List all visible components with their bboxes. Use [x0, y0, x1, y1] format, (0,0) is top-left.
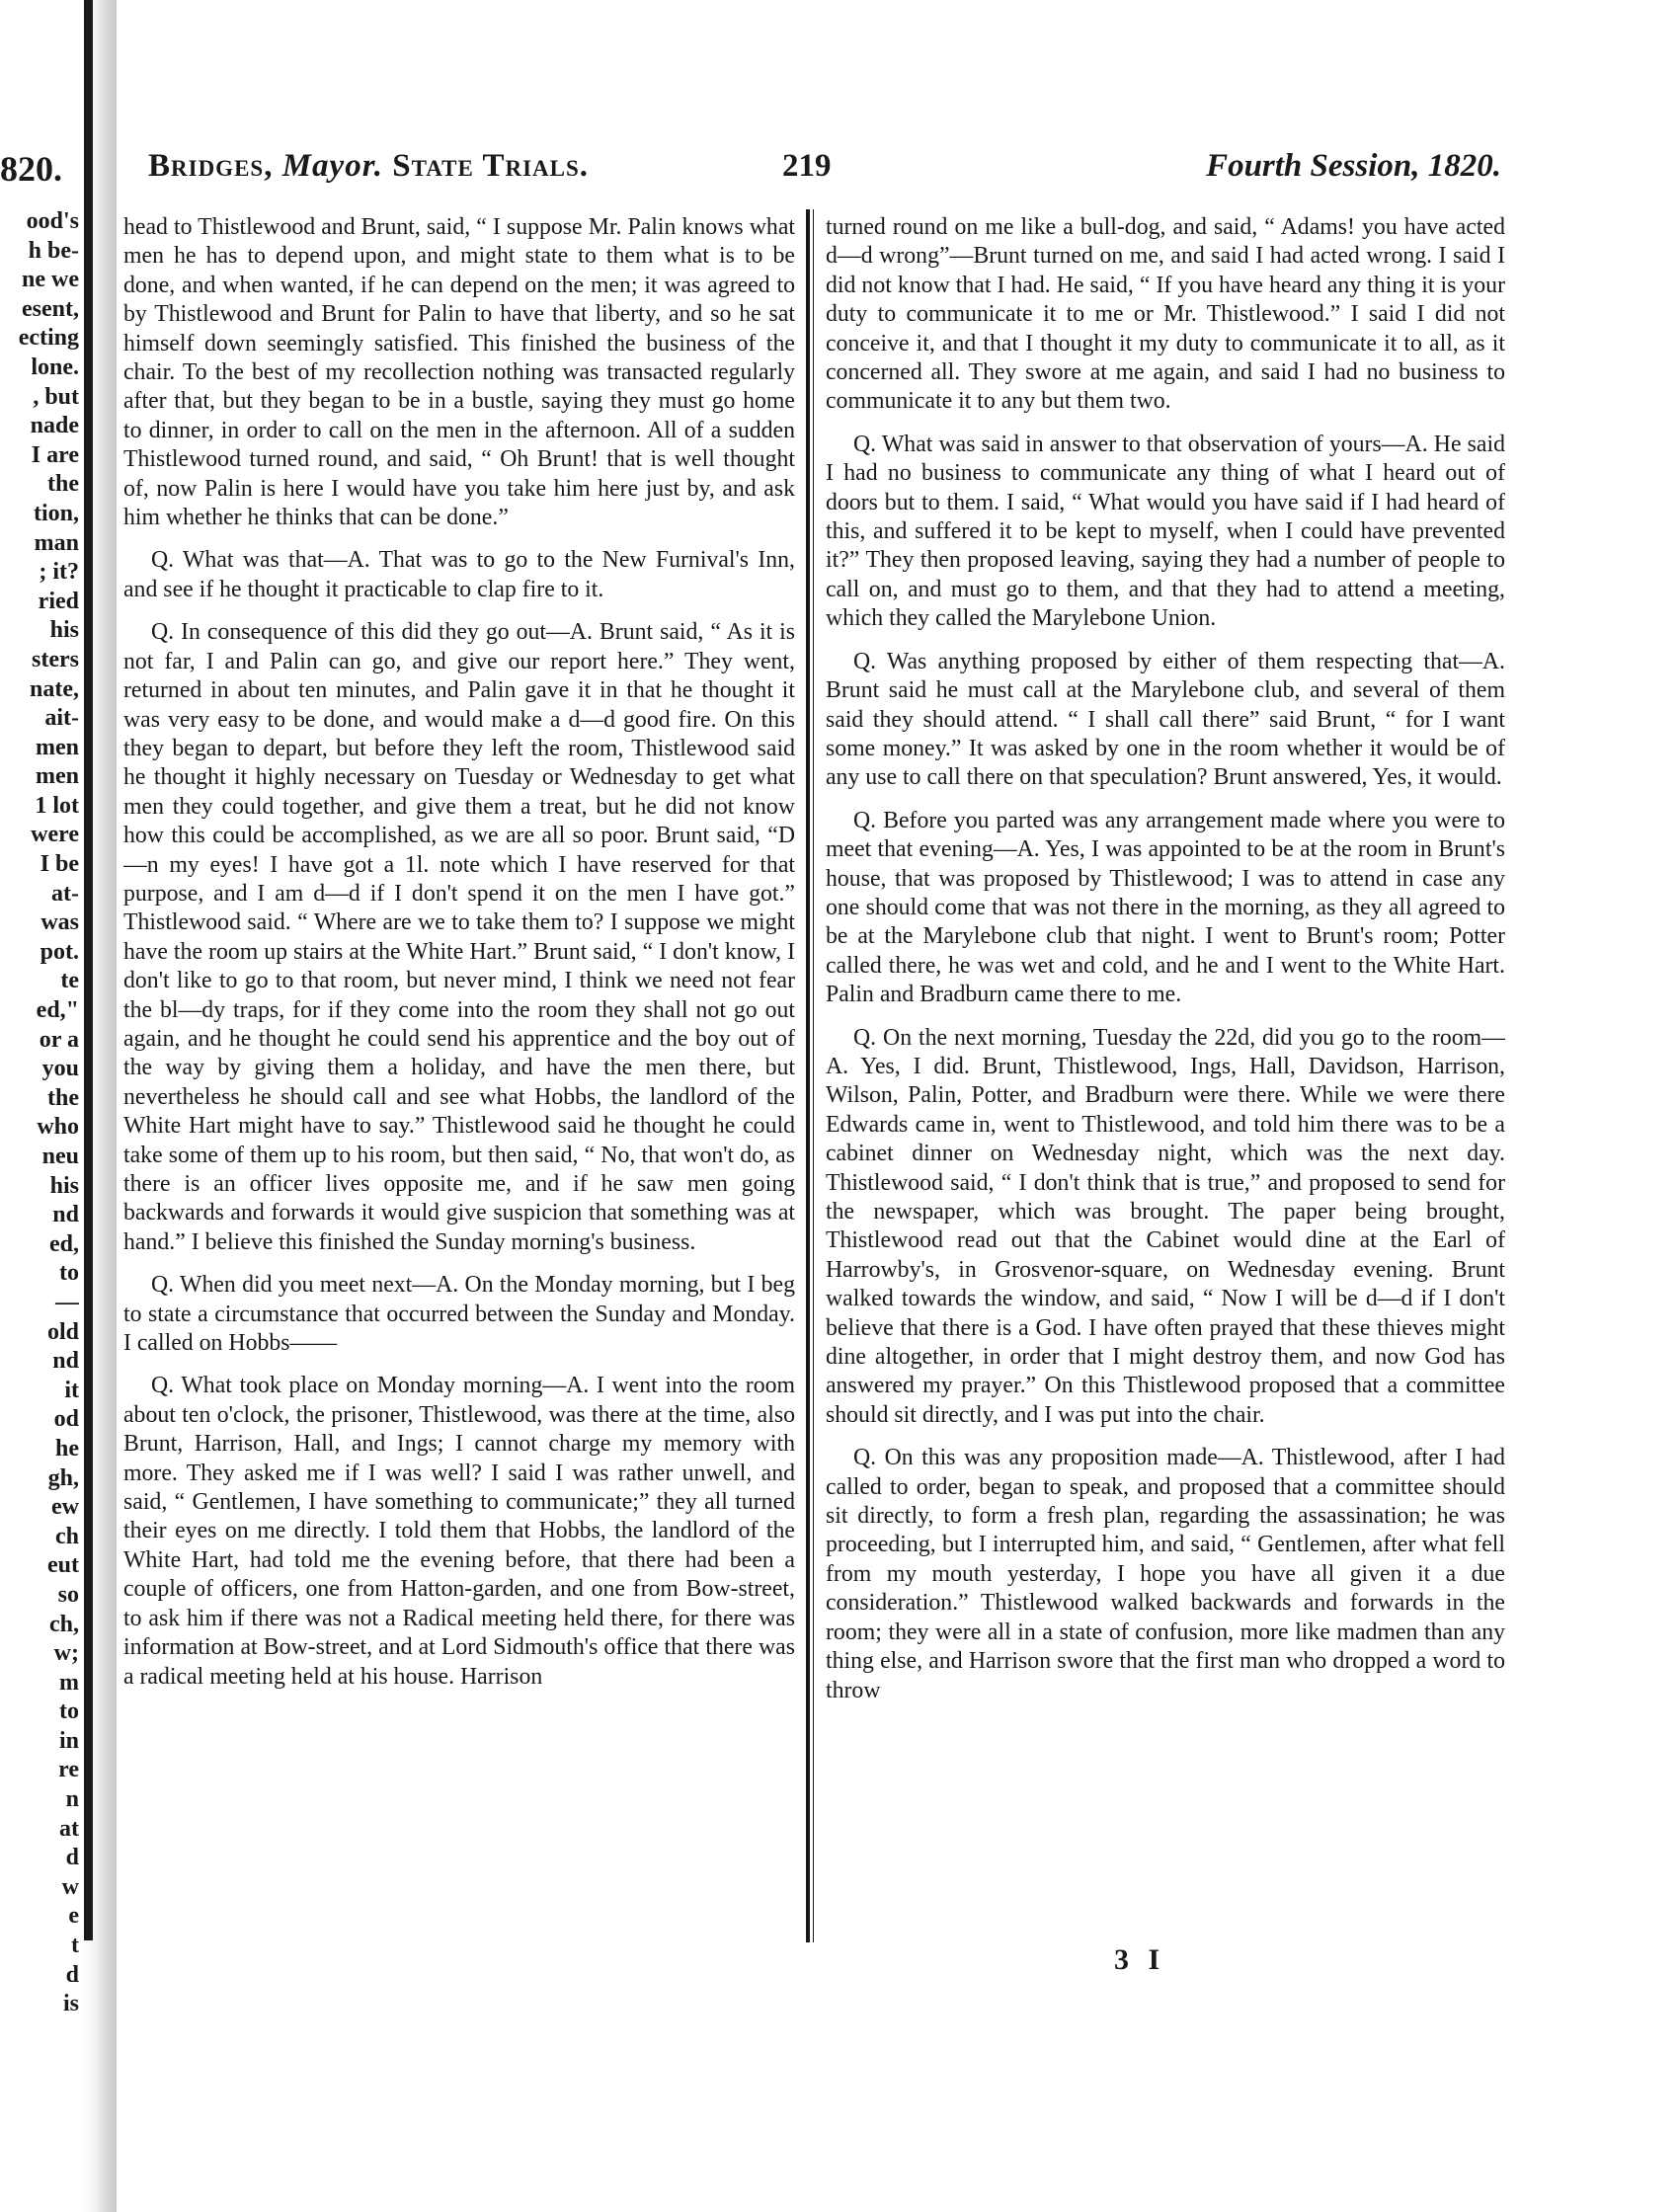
margin-fragment: h be-: [28, 237, 79, 264]
margin-fragment: , but: [33, 383, 79, 410]
margin-fragment: ed,: [49, 1230, 79, 1257]
margin-fragment: ecting: [18, 325, 79, 352]
margin-fragment: re: [58, 1757, 79, 1783]
running-header: [148, 148, 1501, 198]
margin-fragment: in: [58, 1727, 79, 1754]
previous-page-year: 820.: [0, 149, 62, 189]
paragraph: Q. Before you parted was any arrangement made where you were to meet that evening—A. Yes, I was appointed to be at the room in Brunt's house, that was proposed by Thistlewood; I was to attend in case any one should come that was not there in the morning, as they all agreed to be at the Marylebone club that night. I went to Brunt's room; Potter called there, he was wet and cold, and he and I went to the White Hart. Palin and Bradburn came there to me.: [826, 807, 1505, 1008]
margin-fragment: at: [59, 1815, 79, 1842]
paragraph: Q. What took place on Monday morning—A. I went into the room about ten o'clock, the prisoner, Thistlewood, was there at the time, also Brunt, Harrison, Hall, and Ings; I cannot charge my memory with more. They asked me if I was well? I said I was rather unwell, and said, “ Gentlemen, I have something to communicate;” they all turned their eyes on me directly. I told them that Hobbs, the landlord of the White Hart, had told me the evening before, that there had been a couple of officers, one from Hatton-garden, and one from Bow-street, to ask him if there was not a Radical meeting held there, for there was information at Bow-street, and at Lord Sidmouth's office that there was a radical meeting held at his house. Harrison: [123, 1373, 795, 1690]
margin-fragment: or a: [39, 1026, 79, 1053]
margin-fragment: were: [31, 822, 79, 848]
paragraph: Q. What was that—A. That was to go to the New Furnival's Inn, and see if he thought it practicable to clap fire to it.: [123, 547, 795, 602]
margin-fragment: eut: [47, 1552, 79, 1579]
header-caption: State Trials.: [392, 148, 590, 184]
margin-fragment: men: [36, 763, 79, 790]
margin-fragment: t: [71, 1933, 79, 1959]
margin-fragment: to: [59, 1698, 79, 1725]
left-column: [123, 213, 795, 1951]
margin-fragment: is: [62, 1991, 79, 2017]
margin-fragment: esent,: [22, 295, 79, 322]
column-divider-thin: [813, 209, 814, 1942]
margin-fragment: tion,: [33, 500, 79, 526]
margin-fragment: ; it?: [39, 559, 79, 586]
margin-fragment: the: [47, 1084, 79, 1111]
header-office: Mayor.: [281, 148, 383, 184]
margin-fragment: ood's: [26, 208, 79, 234]
margin-fragment: ch,: [49, 1611, 79, 1637]
header-left: [148, 148, 589, 185]
margin-fragment: gh,: [47, 1464, 79, 1491]
margin-fragment: to: [59, 1260, 79, 1287]
margin-fragment: his: [49, 617, 79, 644]
margin-fragment: ew: [51, 1494, 79, 1521]
margin-fragment: lone.: [31, 354, 79, 380]
margin-fragment: who: [37, 1114, 79, 1141]
paragraph: head to Thistlewood and Brunt, said, “ I suppose Mr. Palin knows what men he has to depend upon, and might state to them what is to be done, and when wanted, if he can depend on the men; it was agreed to by Thistlewood and Brunt for Palin to have that liberty, and so he sat himself down seemingly satisfied. This finished the business of the chair. To the best of my recollection nothing was transacted regularly after that, but they began to be in a bustle, saying they must go home to dinner, in order to call on the men in the afternoon. All of a sudden Thistlewood turned round, and said, “ Oh Brunt! that is well thought of, now Palin is here I would have you take him here just by, and ask him whether he thinks that can be done.”: [123, 214, 795, 531]
margin-fragment: men: [36, 734, 79, 760]
margin-fragment: od: [53, 1406, 79, 1433]
paragraph: Q. In consequence of this did they go out—A. Brunt said, “ As it is not far, I and Palin can go, and give our report here.” They went, returned in about ten minutes, and Palin gave it in that he thought it was very easy to be done, and would make a d—d good fire. On this they began to depart, but before they left the room, Thistlewood said he thought it highly necessary on Tuesday or Wednesday to get what men they could together, and give them a treat, but he did not know how this could be accomplished, as we are all so poor. Brunt said, “D—n my eyes! I have got a 1l. note which I have reserved for that purpose, and I am d—d if I don't spend it on the men I have got.” Thistlewood said. “ Where are we to take them to? I suppose we might have the room up stairs at the White Hart.” Brunt said, “ I don't know, I don't like to go to that room, but never mind, I think we need not fear the bl—dy traps, for if they come into the room they shall not go out again, and he thought he could send his apprentice and the boy out of the way by giving them a holiday, and have the men there, but nevertheless he should call and see what Hobbs, the landlord of the White Hart might have to say.” Thistlewood said he thought he could take some of them up to his room, but then said, “ No, that won't do, as there is an officer lives opposite me, and if he saw men going backwards and forwards it would give suspicion that something was at hand.” I believe this finished the Sunday morning's business.: [123, 619, 795, 1255]
page-number: 219: [782, 148, 832, 184]
header-surname: Bridges,: [148, 148, 274, 184]
margin-fragment: d: [65, 1961, 79, 1988]
margin-fragment: nd: [52, 1202, 79, 1228]
margin-fragment: you: [41, 1056, 79, 1082]
margin-fragment: te: [60, 968, 79, 994]
margin-fragment: ait-: [44, 705, 79, 732]
margin-fragment: ch: [55, 1523, 79, 1549]
margin-rule: [84, 0, 93, 1940]
margin-fragment: m: [59, 1669, 79, 1696]
margin-fragment: it: [64, 1377, 79, 1403]
margin-fragment: d: [65, 1845, 79, 1871]
paragraph: turned round on me like a bull-dog, and said, “ Adams! you have acted d—d wrong”—Brunt turned on me, and said I had acted wrong. I said I did not know that I had. He said, “ If you have heard any thing it is your duty to communicate it to me or Mr. Thistlewood.” I said I did not conceive it, and that I thought it my duty to communicate it to all, as it concerned all. They swore at me again, and said I had no business to communicate it to any but them two.: [826, 214, 1505, 415]
column-divider: [806, 209, 810, 1942]
paragraph: Q. When did you meet next—A. On the Monday morning, but I beg to state a circumstance that occurred between the Sunday and Monday. I called on Hobbs——: [123, 1272, 795, 1357]
margin-fragment: ried: [38, 588, 79, 614]
margin-fragment: nate,: [30, 675, 79, 702]
right-column: [826, 213, 1505, 1951]
margin-fragment: the: [47, 471, 79, 498]
margin-fragment: ne we: [22, 267, 79, 293]
margin-fragment: e: [68, 1903, 79, 1930]
paragraph: Q. Was anything proposed by either of them respecting that—A. Brunt said he must call at the Marylebone club, and several of them said they should attend. “ I shall call there” said Brunt, “ for I want some money.” It was asked by one in the room whether it would be of any use to call there on that speculation? Brunt answered, Yes, it would.: [826, 648, 1505, 791]
margin-fragment: nade: [30, 413, 79, 439]
margin-fragment: neu: [41, 1144, 79, 1169]
margin-fragment: his: [49, 1172, 79, 1199]
header-right: Fourth Session, 1820.: [1206, 148, 1501, 184]
margin-fragment: sters: [32, 646, 79, 672]
signature-mark: 3 I: [1114, 1943, 1166, 1976]
margin-fragment: 1 lot: [35, 792, 79, 819]
margin-fragment: man: [34, 529, 79, 556]
margin-fragment: old: [46, 1318, 79, 1345]
margin-fragment: nd: [52, 1348, 79, 1375]
margin-fragment: I be: [40, 851, 79, 878]
margin-fragment: was: [40, 909, 79, 936]
paragraph: Q. On this was any proposition made—A. Thistlewood, after I had called to order, began to speak, and proposed that a committee should sit directly, to form a fresh plan, regarding the assassination; he was proceeding, but I interrupted him, and said, “ Gentlemen, after what fell from my mouth yesterday, I hope you have all given it a due consideration.” Thistlewood walked backwards and forwards in the room; they were all in a state of confusion, more like madmen than any thing else, and Harrison swore that the first man who dropped a word to throw: [826, 1445, 1505, 1703]
previous-page-fragments: [0, 207, 79, 2019]
margin-fragment: w: [61, 1873, 79, 1900]
margin-fragment: pot.: [40, 938, 79, 965]
paragraph: Q. What was said in answer to that observation of yours—A. He said I had no business to communicate any thing of what I heard out of doors but to them. I said, “ What would you have said if I had heard of this, and suffered it to be kept to myself, when I could have prevented it?” They then proposed leaving, saying they had a number of people to call on, and must go to them, and that they had to attend a meeting, which they called the Marylebone Union.: [826, 431, 1505, 632]
margin-fragment: so: [57, 1581, 79, 1608]
paragraph: Q. On the next morning, Tuesday the 22d, did you go to the room—A. Yes, I did. Brunt, Thistlewood, Ings, Hall, Davidson, Harrison, Wilson, Palin, Potter, and Bradburn were there. While we were there Edwards came in, went to Thistlewood, and told him there was to be a cabinet dinner on Wednesday night, which was the next day. Thistlewood said, “ I don't think that is true,” and proposed to send for the newspaper, which was brought. The paper being brought, Thistlewood read out that the Cabinet would dine at the Earl of Harrowby's, in Grosvenor-square, on Wednesday evening. Brunt walked towards the window, and said, “ Now I will be d—d if I don't believe that there is a God. I have often prayed that these thieves might dine altogether, in order that I might destroy them, and now God has answered my prayer.” On this Thistlewood proposed that a committee should sit directly, and I was put into the chair.: [826, 1024, 1505, 1428]
margin-fragment: ed,": [36, 997, 79, 1024]
margin-fragment: he: [55, 1435, 79, 1462]
margin-fragment: n: [65, 1786, 79, 1813]
margin-fragment: —: [55, 1289, 79, 1315]
margin-fragment: w;: [53, 1640, 79, 1667]
margin-fragment: I are: [31, 441, 79, 468]
margin-fragment: at-: [51, 880, 79, 907]
